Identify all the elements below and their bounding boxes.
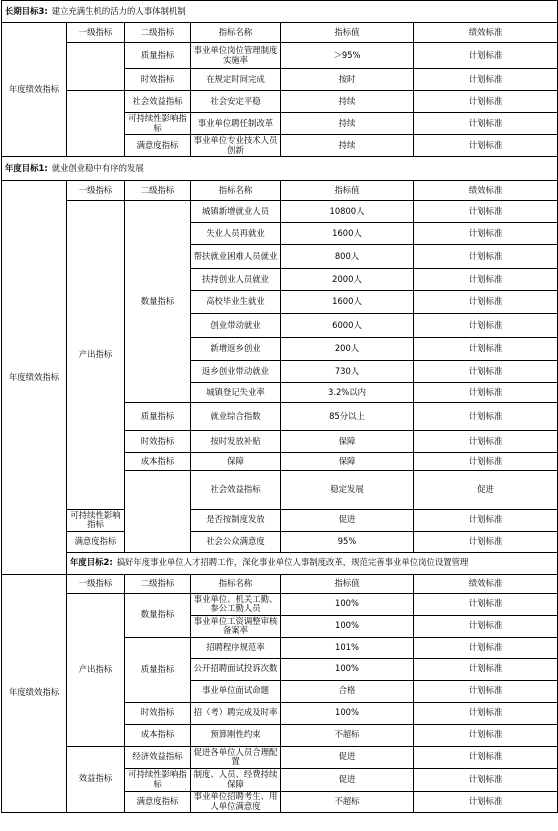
indicator-value: 101% bbox=[281, 637, 414, 658]
standard-cell: 计划标准 bbox=[414, 658, 558, 680]
header-level1: 一级指标 bbox=[67, 23, 125, 43]
header-standard: 绩效标准 bbox=[414, 23, 558, 43]
indicator-name: 就业综合指数 bbox=[191, 403, 281, 431]
level2-cell: 满意度指标 bbox=[125, 791, 191, 812]
indicator-name: 事业单位专业技术人员创新 bbox=[191, 135, 281, 157]
standard-cell: 计划标准 bbox=[414, 637, 558, 658]
header-row bbox=[2, 23, 558, 43]
indicator-value: 100% bbox=[281, 593, 414, 615]
indicator-value: 100% bbox=[281, 658, 414, 680]
standard-cell: 计划标准 bbox=[414, 314, 558, 338]
indicator-value: 按时 bbox=[281, 69, 414, 91]
indicator-name: 事业单位招聘考生、用人单位满意度 bbox=[191, 791, 281, 812]
header-indicator-value: 指标值 bbox=[281, 181, 414, 201]
indicator-name: 新增返乡创业 bbox=[191, 338, 281, 361]
standard-cell: 计划标准 bbox=[414, 680, 558, 702]
indicator-value: 10800人 bbox=[281, 201, 414, 223]
table-row bbox=[2, 531, 558, 552]
indicator-value: 1600人 bbox=[281, 291, 414, 314]
indicator-name: 扶持创业人员就业 bbox=[191, 269, 281, 291]
standard-cell: 计划标准 bbox=[414, 43, 558, 69]
standard-cell: 计划标准 bbox=[414, 113, 558, 135]
indicator-value: 持续 bbox=[281, 91, 414, 113]
indicator-name: 促进各单位人员合理配置 bbox=[191, 746, 281, 768]
standard-cell: 计划标准 bbox=[414, 223, 558, 245]
indicator-value: 100% bbox=[281, 702, 414, 724]
indicator-value: 保障 bbox=[281, 453, 414, 471]
level2-cell: 时效指标 bbox=[125, 702, 191, 724]
standard-cell: 计划标准 bbox=[414, 702, 558, 724]
header-level2: 二级指标 bbox=[125, 181, 191, 201]
level1-cell: 产出指标 bbox=[67, 201, 125, 510]
indicator-value: 800人 bbox=[281, 245, 414, 269]
indicator-value: 95% bbox=[281, 531, 414, 552]
indicator-value: 促进 bbox=[281, 509, 414, 531]
block-label: 年度绩效指标 bbox=[2, 181, 67, 575]
indicator-name: 社会安定平稳 bbox=[191, 91, 281, 113]
header-standard: 绩效标准 bbox=[414, 181, 558, 201]
indicator-value: ＞95% bbox=[281, 43, 414, 69]
goal-label: 年度目标1: bbox=[5, 162, 48, 173]
standard-cell: 计划标准 bbox=[414, 245, 558, 269]
indicator-value: 不超标 bbox=[281, 724, 414, 746]
table-row bbox=[2, 43, 558, 69]
standard-cell: 计划标准 bbox=[414, 791, 558, 812]
indicator-name: 高校毕业生就业 bbox=[191, 291, 281, 314]
indicator-name: 返乡创业带动就业 bbox=[191, 361, 281, 383]
standard-cell: 计划标准 bbox=[414, 201, 558, 223]
standard-cell: 计划标准 bbox=[414, 269, 558, 291]
indicator-name: 帮扶就业困难人员就业 bbox=[191, 245, 281, 269]
block-label: 年度绩效指标 bbox=[2, 574, 67, 812]
level1-cell bbox=[67, 43, 125, 91]
indicator-name: 公开招聘面试投诉次数 bbox=[191, 658, 281, 680]
table-row bbox=[2, 91, 558, 113]
standard-cell: 计划标准 bbox=[414, 135, 558, 157]
header-indicator-name: 指标名称 bbox=[191, 574, 281, 593]
level2-cell: 质量指标 bbox=[125, 637, 191, 702]
header-row bbox=[2, 181, 558, 201]
indicator-name: 是否按制度发放 bbox=[191, 509, 281, 531]
level2-cell: 时效指标 bbox=[125, 431, 191, 453]
standard-cell: 计划标准 bbox=[414, 453, 558, 471]
level2-cell: 数量指标 bbox=[125, 201, 191, 403]
standard-cell: 计划标准 bbox=[414, 291, 558, 314]
indicator-name: 事业单位工资调整审核备案率 bbox=[191, 615, 281, 637]
table-row bbox=[2, 746, 558, 768]
standard-cell: 计划标准 bbox=[414, 615, 558, 637]
indicator-name: 社会公众满意度 bbox=[191, 531, 281, 552]
standard-cell: 计划标准 bbox=[414, 69, 558, 91]
performance-indicator-table bbox=[1, 0, 558, 813]
indicator-name: 城镇新增就业人员 bbox=[191, 201, 281, 223]
indicator-name: 制度、人员、经费持续保障 bbox=[191, 768, 281, 791]
indicator-value: 730人 bbox=[281, 361, 414, 383]
indicator-value: 2000人 bbox=[281, 269, 414, 291]
indicator-name: 事业单位面试命题 bbox=[191, 680, 281, 702]
indicator-value: 100% bbox=[281, 615, 414, 637]
goal-text: 搞好年度事业单位人才招聘工作，深化事业单位人事制度改革，规范完善事业单位岗位设置管理 bbox=[116, 557, 469, 568]
standard-cell: 计划标准 bbox=[414, 383, 558, 403]
indicator-name: 招聘程序规范率 bbox=[191, 637, 281, 658]
header-row bbox=[2, 574, 558, 593]
header-level2: 二级指标 bbox=[125, 23, 191, 43]
indicator-value: 合格 bbox=[281, 680, 414, 702]
goal-row bbox=[2, 552, 558, 574]
level2-cell: 满意度指标 bbox=[67, 531, 125, 552]
header-indicator-name: 指标名称 bbox=[191, 23, 281, 43]
header-level1: 一级指标 bbox=[67, 574, 125, 593]
standard-cell: 计划标准 bbox=[414, 768, 558, 791]
level2-cell: 可持续性影响指标 bbox=[67, 509, 125, 531]
indicator-value: 持续 bbox=[281, 113, 414, 135]
indicator-name: 保障 bbox=[191, 453, 281, 471]
indicator-value: 200人 bbox=[281, 338, 414, 361]
level2-cell: 数量指标 bbox=[125, 593, 191, 637]
level2-cell: 经济效益指标 bbox=[125, 746, 191, 768]
header-indicator-value: 指标值 bbox=[281, 574, 414, 593]
indicator-value: 促进 bbox=[281, 768, 414, 791]
indicator-value: 促进 bbox=[414, 471, 558, 510]
standard-cell: 计划标准 bbox=[414, 361, 558, 383]
level2-cell: 可持续性影响指标 bbox=[125, 113, 191, 135]
goal-cell bbox=[2, 1, 558, 23]
block-label: 年度绩效指标 bbox=[2, 23, 67, 157]
goal-label: 年度目标2: bbox=[70, 557, 113, 568]
level2-cell: 社会效益指标 bbox=[125, 91, 191, 113]
indicator-name: 城镇登记失业率 bbox=[191, 383, 281, 403]
indicator-name: 招（考）聘完成及时率 bbox=[191, 702, 281, 724]
header-indicator-name: 指标名称 bbox=[191, 181, 281, 201]
goal-label: 长期目标3: bbox=[5, 5, 48, 16]
indicator-name: 失业人员再就业 bbox=[191, 223, 281, 245]
level2-cell: 时效指标 bbox=[125, 69, 191, 91]
standard-cell: 计划标准 bbox=[414, 509, 558, 531]
indicator-name: 事业单位、机关工勤、参公工勤人员 bbox=[191, 593, 281, 615]
indicator-value: 3.2%以内 bbox=[281, 383, 414, 403]
level2-cell: 满意度指标 bbox=[125, 135, 191, 157]
standard-cell: 计划标准 bbox=[414, 338, 558, 361]
indicator-value: 6000人 bbox=[281, 314, 414, 338]
header-level2: 二级指标 bbox=[125, 574, 191, 593]
indicator-name: 按时发放补贴 bbox=[191, 431, 281, 453]
level2-cell: 质量指标 bbox=[125, 403, 191, 431]
indicator-value: 保障 bbox=[281, 431, 414, 453]
indicator-name: 预算刚性约束 bbox=[191, 724, 281, 746]
indicator-name: 事业单位岗位管理制度实施率 bbox=[191, 43, 281, 69]
header-standard: 绩效标准 bbox=[414, 574, 558, 593]
level1-cell bbox=[125, 471, 191, 553]
goal-cell bbox=[2, 157, 558, 181]
indicator-value: 不超标 bbox=[281, 791, 414, 812]
goal-text: 就业创业稳中有序的发展 bbox=[51, 162, 144, 173]
level2-cell: 成本指标 bbox=[125, 724, 191, 746]
standard-cell: 计划标准 bbox=[414, 724, 558, 746]
level1-cell: 效益指标 bbox=[67, 746, 125, 812]
standard-cell: 计划标准 bbox=[414, 531, 558, 552]
standard-cell: 计划标准 bbox=[414, 746, 558, 768]
goal-row bbox=[2, 1, 558, 23]
indicator-name: 在规定时间完成 bbox=[191, 69, 281, 91]
level2-cell: 社会效益指标 bbox=[191, 471, 281, 510]
table-row bbox=[2, 593, 558, 615]
indicator-value: 85分以上 bbox=[281, 403, 414, 431]
indicator-name: 稳定发展 bbox=[281, 471, 414, 510]
standard-cell: 计划标准 bbox=[414, 593, 558, 615]
level2-cell: 成本指标 bbox=[125, 453, 191, 471]
level2-cell: 质量指标 bbox=[125, 43, 191, 69]
level2-cell: 可持续性影响指标 bbox=[125, 768, 191, 791]
goal-text: 建立充满生机的活力的人事体制机制 bbox=[51, 5, 186, 16]
indicator-name: 事业单位聘任制改革 bbox=[191, 113, 281, 135]
level1-cell bbox=[67, 91, 125, 157]
standard-cell: 计划标准 bbox=[414, 403, 558, 431]
standard-cell: 计划标准 bbox=[414, 431, 558, 453]
table-row bbox=[2, 201, 558, 223]
goal-cell bbox=[67, 552, 558, 574]
indicator-value: 促进 bbox=[281, 746, 414, 768]
goal-row bbox=[2, 157, 558, 181]
level1-cell: 产出指标 bbox=[67, 593, 125, 746]
header-indicator-value: 指标值 bbox=[281, 23, 414, 43]
indicator-name: 创业带动就业 bbox=[191, 314, 281, 338]
indicator-value: 1600人 bbox=[281, 223, 414, 245]
indicator-value: 持续 bbox=[281, 135, 414, 157]
header-level1: 一级指标 bbox=[67, 181, 125, 201]
standard-cell: 计划标准 bbox=[414, 91, 558, 113]
table-row bbox=[2, 509, 558, 531]
